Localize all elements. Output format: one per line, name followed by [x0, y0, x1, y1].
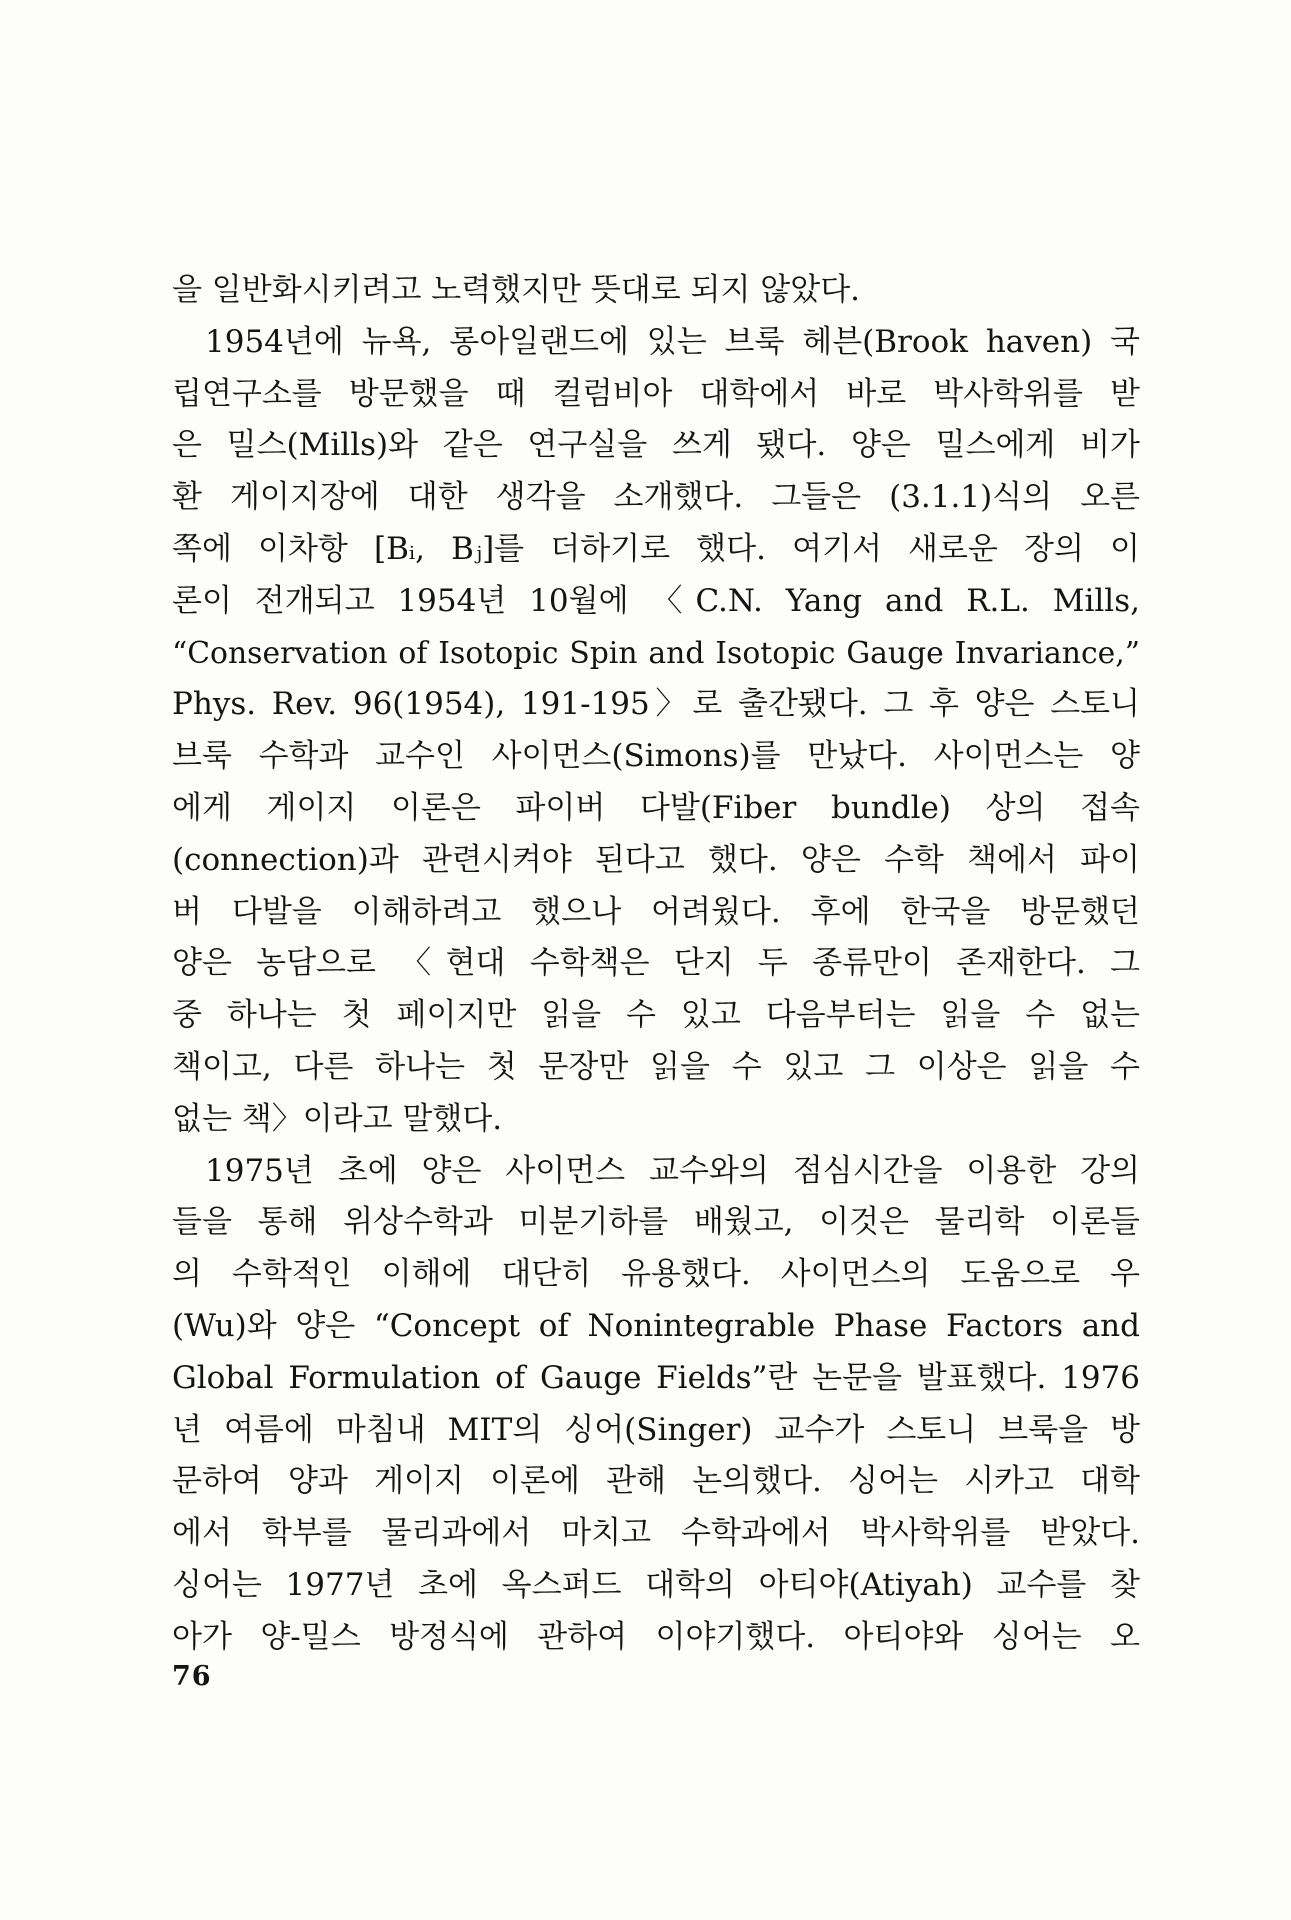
text-line: (Wu)와 양은 “Concept of Nonintegrable Phase Factors and: [172, 1307, 1140, 1344]
text-line: 환 게이지장에 대한 생각을 소개했다. 그들은 (3.1.1)식의 오른: [172, 479, 1140, 516]
text-line: 을 일반화시키려고 노력했지만 뜻대로 되지 않았다.: [172, 272, 860, 308]
text-line: (connection)과 관련시켜야 된다고 했다. 양은 수학 책에서 파이: [172, 841, 1140, 878]
text-line: 1954년에 뉴욕, 롱아일랜드에 있는 브룩 헤븐(Brook haven) 국: [205, 323, 1140, 360]
text-line: 에게 게이지 이론은 파이버 다발(Fiber bundle) 상의 접속: [172, 789, 1140, 826]
text-line: 의 수학적인 이해에 대단히 유용했다. 사이먼스의 도움으로 우: [172, 1256, 1140, 1293]
text-line: 립연구소를 방문했을 때 컬럼비아 대학에서 바로 박사학위를 받: [172, 375, 1140, 412]
text-line: 중 하나는 첫 페이지만 읽을 수 있고 다음부터는 읽을 수 없는: [172, 997, 1140, 1034]
text-line: 양은 농담으로 〈현대 수학책은 단지 두 종류만이 존재한다. 그: [172, 945, 1140, 982]
text-line: 은 밀스(Mills)와 같은 연구실을 쓰게 됐다. 양은 밀스에게 비가: [172, 427, 1140, 464]
text-line: 싱어는 1977년 초에 옥스퍼드 대학의 아티야(Atiyah) 교수를 찾: [172, 1566, 1140, 1603]
text-line: 버 다발을 이해하려고 했으나 어려웠다. 후에 한국을 방문했던: [172, 893, 1140, 930]
text-line: 론이 전개되고 1954년 10월에 〈C.N. Yang and R.L. Mills,: [172, 582, 1140, 619]
body-text: [172, 265, 1140, 1664]
text-line: 년 여름에 마침내 MIT의 싱어(Singer) 교수가 스토니 브룩을 방: [172, 1411, 1140, 1448]
text-line: 브룩 수학과 교수인 사이먼스(Simons)를 만났다. 사이먼스는 양: [172, 738, 1140, 775]
text-line: 없는 책〉이라고 말했다.: [172, 1100, 503, 1137]
text-line: 쪽에 이차항 [Bᵢ, Bⱼ]를 더하기로 했다. 여기서 새로운 장의 이: [172, 530, 1140, 567]
text-line: Phys. Rev. 96(1954), 191-195〉로 출간됐다. 그 후 양은 스토니: [172, 686, 1140, 723]
text-line: Global Formulation of Gauge Fields”란 논문을 발표했다. 1976: [172, 1359, 1140, 1396]
text-line: 책이고, 다른 하나는 첫 문장만 읽을 수 있고 그 이상은 읽을 수: [172, 1048, 1140, 1085]
page-number: 76: [172, 1661, 212, 1692]
text-line: 문하여 양과 게이지 이론에 관해 논의했다. 싱어는 시카고 대학: [172, 1463, 1140, 1500]
text-line: 에서 학부를 물리과에서 마치고 수학과에서 박사학위를 받았다.: [172, 1515, 1140, 1552]
text-line: “Conservation of Isotopic Spin and Isotopic Gauge Invariance,”: [172, 635, 1140, 671]
text-line: 들을 통해 위상수학과 미분기하를 배웠고, 이것은 물리학 이론들: [172, 1204, 1140, 1241]
text-line: 1975년 초에 양은 사이먼스 교수와의 점심시간을 이용한 강의: [205, 1152, 1140, 1189]
text-line: 아가 양-밀스 방정식에 관하여 이야기했다. 아티야와 싱어는 오: [172, 1618, 1140, 1655]
